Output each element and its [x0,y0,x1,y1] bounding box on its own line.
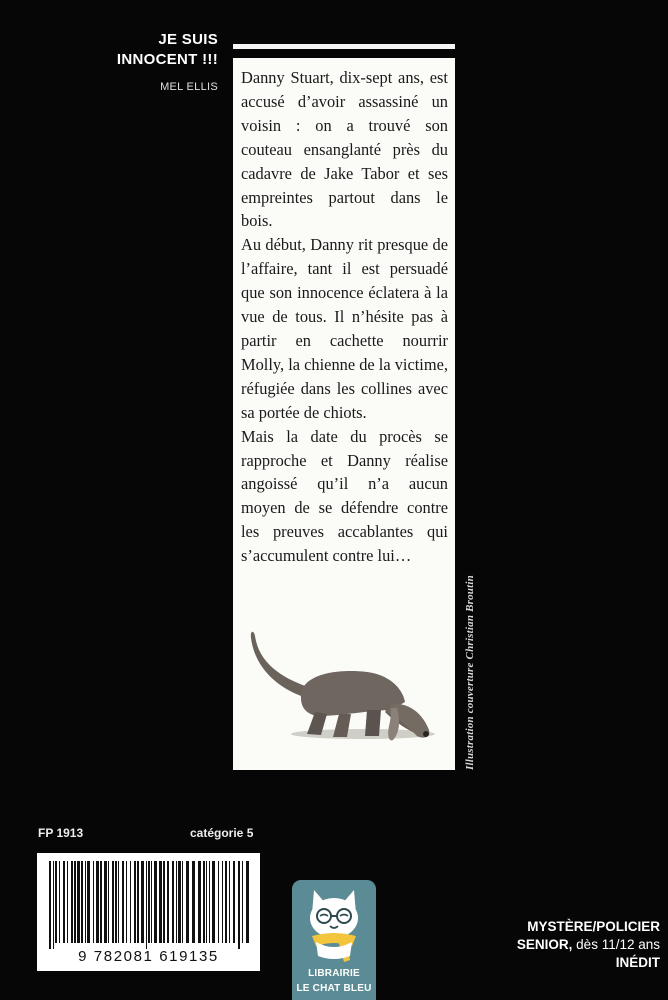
barcode-bar [178,861,181,943]
barcode-bar [130,861,131,943]
barcode-bar [118,861,119,943]
barcode [37,853,260,971]
barcode-bar [206,861,207,943]
barcode-bar [67,861,68,943]
barcode-bar [203,861,205,943]
barcode-bar [225,861,227,943]
barcode-bar [85,861,86,943]
barcode-bar [242,861,243,943]
barcode-bar [55,861,57,943]
barcode-bar [233,861,235,943]
genre-line1: MYSTÈRE/POLICIER [527,919,660,934]
barcode-bar [141,861,144,943]
catalog-category: catégorie 5 [190,826,254,840]
catalog-code: FP 1913 [38,826,84,840]
barcode-digits: 9 782081 619135 [78,948,219,965]
barcode-bar [63,861,65,943]
blurb-paragraph-1: Danny Stuart, dix-sept ans, est accusé d’avoir assassiné un voisin : on a trouvé son couteau ensanglanté près du cadavre de Jake Tabor et ses empreintes partout dans le bois. [241,68,448,231]
barcode-bars [37,853,260,949]
barcode-bar [96,861,99,943]
barcode-bar [238,861,240,949]
book-author: MEL ELLIS [160,81,218,93]
barcode-bar [108,861,109,943]
barcode-bar [163,861,165,943]
barcode-bar [74,861,76,943]
barcode-bar [148,861,150,943]
barcode-bar [246,861,249,943]
barcode-bar [59,861,60,943]
barcode-bar [77,861,80,943]
barcode-bar [81,861,83,943]
barcode-bar [53,861,54,949]
barcode-bar [115,861,117,943]
barcode-bar [209,861,210,943]
barcode-bar [182,861,183,943]
barcode-bar [192,861,195,943]
barcode-bar [218,861,219,943]
barcode-bar [126,861,127,943]
genre-line3: INÉDIT [615,955,660,970]
genre-line2 [517,936,660,954]
barcode-bar [151,861,152,943]
barcode-bar [186,861,189,943]
barcode-bar [172,861,174,943]
genre-line2-bold: SENIOR, [516,937,573,952]
top-rule-divider [233,44,455,49]
barcode-bar [104,861,107,943]
cat-mascot-icon [292,880,376,964]
illustration-credit: Illustration couverture Christian Broutin [464,575,476,770]
barcode-bar [212,861,215,943]
barcode-bar [122,861,124,943]
barcode-bar [198,861,201,943]
barcode-bar [87,861,90,943]
barcode-bar [146,861,147,949]
genre-block [517,918,660,972]
stamp-line1: LIBRAIRIE [308,968,360,979]
barcode-bar [176,861,177,943]
barcode-bar [71,861,73,943]
stamp-line2: LE CHAT BLEU [296,983,372,994]
blurb-text [241,66,448,568]
puppy-illustration [241,618,441,748]
barcode-bar [49,861,51,949]
barcode-bar [137,861,139,943]
barcode-bar [134,861,136,943]
blurb-paragraph-3: Mais la date du procès se rapproche et Danny réalise angoissé qu’il n’a aucun moyen de se défendre contre les preuves accablantes qui s’accumulent contre lui… [241,426,448,566]
barcode-bar [93,861,94,943]
barcode-bar [229,861,230,943]
genre-line2-rest: dès 11/12 ans [572,937,660,952]
barcode-bar [154,861,157,943]
book-title-line2: INNOCENT !!! [116,51,218,68]
barcode-bar [222,861,223,943]
bookshop-stamp [292,880,376,1000]
blurb-paragraph-2: Au début, Danny rit presque de l’affaire, tant il est persuadé que son innocence éclatera à la vue de tous. Il n’hésite pas à partir en cachette nourrir Molly, la chienne de la victime, réfugiée dans les collines avec sa portée de chiots. [241,235,448,422]
book-title-line1: JE SUIS [158,31,218,48]
barcode-bar [112,861,114,943]
barcode-bar [100,861,102,943]
barcode-bar [167,861,169,943]
barcode-bar [159,861,162,943]
title-block [40,30,218,93]
blurb-panel [233,58,455,770]
